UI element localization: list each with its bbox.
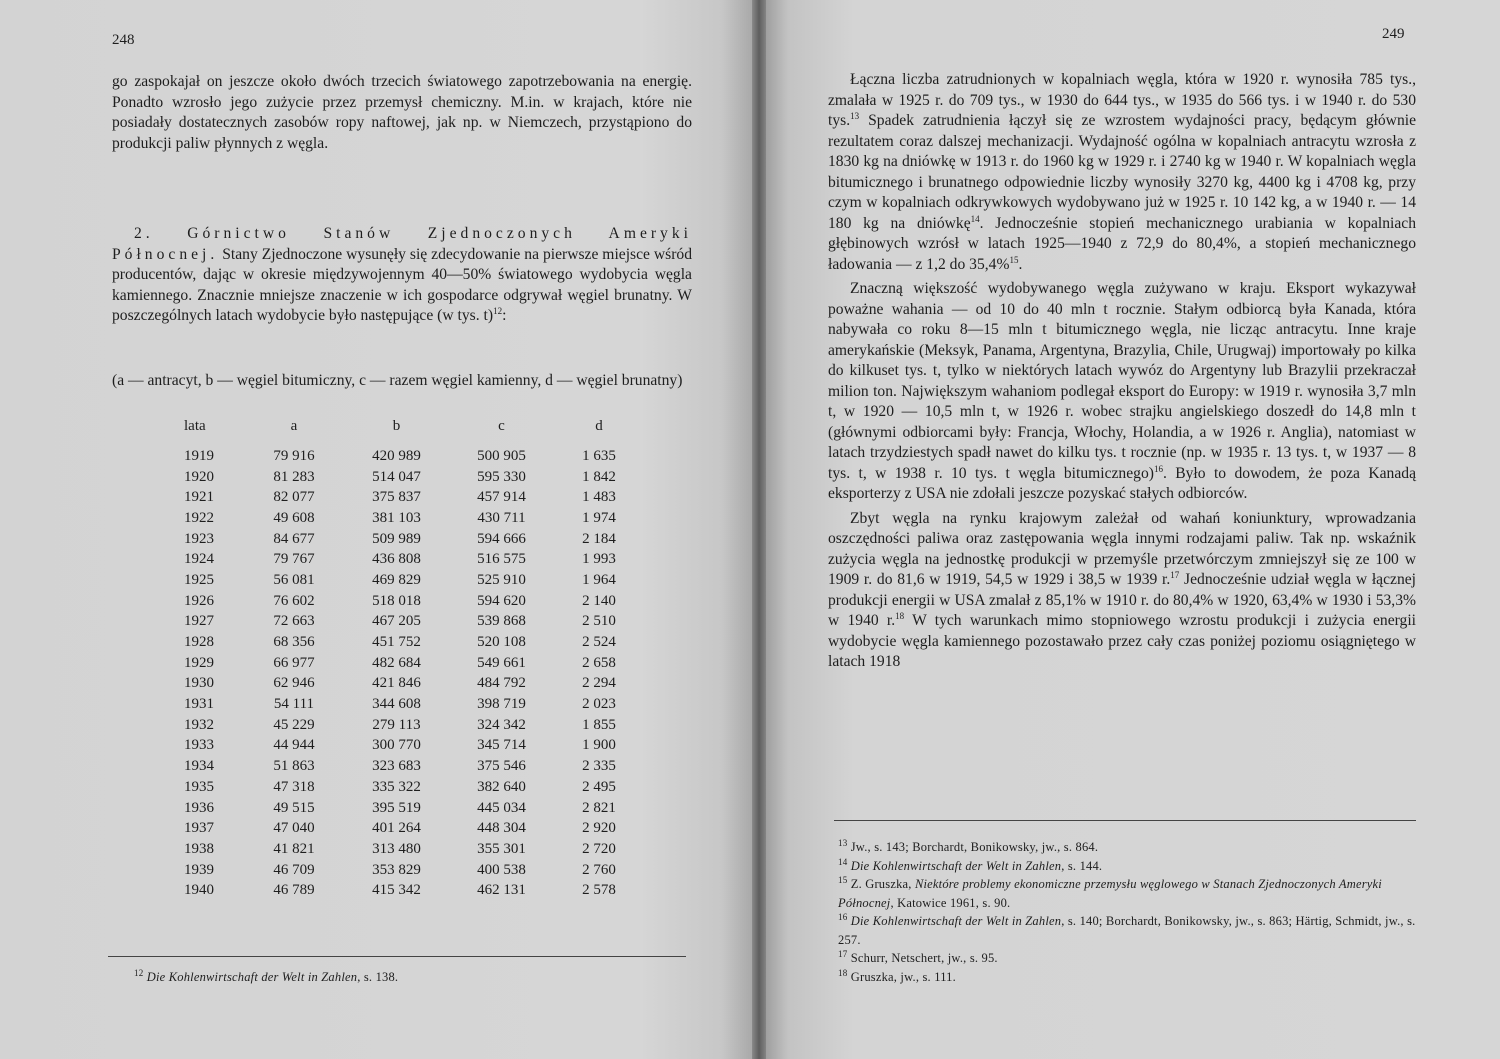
cell-year: 1939 xyxy=(184,861,214,878)
cell-d: 1 974 xyxy=(582,509,616,526)
cell-c: 549 661 xyxy=(477,654,526,671)
book-gutter xyxy=(752,0,766,1059)
cell-b: 467 205 xyxy=(372,613,421,630)
right-body xyxy=(828,70,1416,673)
cell-year: 1928 xyxy=(184,634,214,651)
cell-a: 45 229 xyxy=(273,716,315,733)
cell-d: 1 993 xyxy=(582,551,616,568)
cell-d: 2 920 xyxy=(582,820,616,837)
col-header-d: d xyxy=(595,418,603,434)
cell-c: 448 304 xyxy=(477,820,526,837)
cell-b: 514 047 xyxy=(372,468,421,485)
cell-b: 415 342 xyxy=(372,882,421,899)
cell-a: 62 946 xyxy=(273,675,315,692)
cell-c: 484 792 xyxy=(477,675,526,692)
cell-d: 2 294 xyxy=(582,675,616,692)
cell-year: 1937 xyxy=(184,820,214,837)
col-header-b: b xyxy=(392,418,401,434)
cell-a: 44 944 xyxy=(273,737,315,754)
cell-c: 400 538 xyxy=(477,861,526,878)
cell-a: 49 608 xyxy=(273,509,315,526)
table-row xyxy=(172,694,649,715)
footnote-14: $^{14}$ Die Kohlenwirtschaft der Welt in Zahlen, s. 144. xyxy=(838,856,1103,873)
table-row xyxy=(172,674,649,695)
cell-c: 594 666 xyxy=(477,530,526,547)
cell-b: 381 103 xyxy=(372,509,421,526)
section-text-2: światowego wydobycia węgla kamiennego. Znacznie mniejsze znaczenie w ich gospodarce odgrywał węgiel brunatny. W poszczególnych latach wydobycie było następujące (w tys. t) xyxy=(112,266,692,324)
cell-b: 395 519 xyxy=(372,799,421,816)
table-header-row xyxy=(172,418,649,446)
paragraph-employment: Łączna liczba zatrudnionych w kopalniach węgla, która w 1920 r. wynosiła 785 tys., zmalała w 1925 r. do 709 tys., w 1930 do 644 tys., w 1935 do 566 tys. i w 1940 r. do 530 tys.$^{13}$ Spadek zatrudnienia łączył się ze wzrostem wydajności pracy, będącym głównie rezultatem coraz dalszej mechanizacji. Wydajność ogólna w kopalniach antracytu wzrosła z 1830 kg na dniówkę w 1913 r. do 1960 kg w 1929 r. i 2740 kg w 1940 r. W kopalniach węgla bitumicznego i brunatnego odpowiednie liczby wynosiły 3270 kg, 4400 kg i 4708 kg, przy czym w kopalniach odkrywkowych wydobywano już w 1925 r. 10 142 kg, a w 1940 r. — 14 180 kg na dniówkę$^{14}$. Jednocześnie stopień mechanicznego urabiania w kopalniach głębinowych wzrósł w latach 1925—1940 z 72,9 do 80,4%, a stopień mechanicznego ładowania — z 1,2 do 35,4%$^{15}$. xyxy=(828,71,1416,273)
cell-c: 445 034 xyxy=(477,799,526,816)
page-number-right: 249 xyxy=(1382,26,1405,42)
table-row xyxy=(172,880,649,901)
table-row xyxy=(172,467,649,488)
coal-production-table xyxy=(172,418,649,901)
cell-d: 2 821 xyxy=(582,799,616,816)
col-header-years: lata xyxy=(184,418,206,434)
cell-c: 430 711 xyxy=(477,509,526,526)
footnote-12: $^{12}$ Die Kohlenwirtschaft der Welt in Zahlen, s. 138. xyxy=(134,967,399,984)
table-row xyxy=(172,591,649,612)
footnote-13: $^{13}$ Jw., s. 143; Borchardt, Bonikowsky, jw., s. 864. xyxy=(838,837,1099,854)
cell-a: 41 821 xyxy=(273,840,315,857)
cell-b: 509 989 xyxy=(372,530,421,547)
section-heading: 2. Górnictwo Stanów Zjednoczonych Ameryki Północnej. xyxy=(112,225,692,263)
cell-a: 79 916 xyxy=(273,447,315,464)
table-row xyxy=(172,612,649,633)
cell-a: 76 602 xyxy=(273,592,315,609)
cell-b: 323 683 xyxy=(372,758,421,775)
cell-a: 68 356 xyxy=(273,634,315,651)
cell-year: 1940 xyxy=(184,882,214,899)
cell-d: 2 140 xyxy=(582,592,616,609)
cell-d: 2 510 xyxy=(582,613,616,630)
cell-year: 1919 xyxy=(184,447,214,464)
cell-b: 482 684 xyxy=(372,654,421,671)
paragraph-export: Znaczną większość wydobywanego węgla zużywano w kraju. Eksport wykazywał poważne wahania — od 10 do 40 mln t rocznie. Stałym odbiorcą była Kanada, która nabywała co roku 8—15 mln t bitumicznego węgla, nie licząc antracytu. Inne kraje amerykańskie (Meksyk, Panama, Argentyna, Brazylia, Chile, Urugwaj) importowały po kilka do kilkuset tys. t, tylko w niektórych latach wywóz do Argentyny lub Brazylii przekraczał milion ton. Największym wahaniom podlegał eksport do Europy: w 1919 r. wynosiła 3,7 mln t, w 1920 — 10,5 mln t, w 1926 r. wobec strajku angielskiego doszedł do 14,8 mln t (głównymi odbiorcami były: Francja, Włochy, Holandia, a w 1926 r. Anglia), natomiast w latach trzydziestych spadł nawet do kilku tys. t rocznie (np. w 1935 r. 13 tys. t, w 1937 — 8 tys. t, w 1938 r. 10 tys. t węgla bitumicznego)$^{16}$. Było to dowodem, że poza Kanadą eksporterzy z USA nie zdołali jeszcze pozyskać stałych odbiorców. xyxy=(828,280,1416,502)
table-row xyxy=(172,839,649,860)
cell-b: 401 264 xyxy=(372,820,421,837)
cell-d: 2 524 xyxy=(582,634,616,651)
table-row xyxy=(172,632,649,653)
cell-b: 420 989 xyxy=(372,447,421,464)
table-row xyxy=(172,798,649,819)
cell-b: 375 837 xyxy=(372,489,421,506)
cell-a: 84 677 xyxy=(273,530,315,547)
table-row xyxy=(172,529,649,550)
cell-c: 324 342 xyxy=(477,716,526,733)
footnote-16: $^{16}$ Die Kohlenwirtschaft der Welt in Zahlen, s. 140; Borchardt, Bonikowsky, jw., s. 863; Härtig, Schmidt, jw., s. 257. xyxy=(838,911,1416,947)
cell-year: 1933 xyxy=(184,737,214,754)
cell-a: 54 111 xyxy=(273,696,315,713)
cell-a: 81 283 xyxy=(273,468,315,485)
cell-a: 47 318 xyxy=(273,778,315,795)
table-row xyxy=(172,487,649,508)
cell-year: 1930 xyxy=(184,675,214,692)
footnote-15: $^{15}$ Z. Gruszka, Niektóre problemy ekonomiczne przemysłu węglowego w Stanach Zjednoczonych Ameryki Północnej, Katowice 1961, s. 90. xyxy=(838,874,1382,910)
col-header-c: c xyxy=(498,418,505,434)
cell-d: 2 023 xyxy=(582,696,616,713)
page-number-left: 248 xyxy=(112,32,135,48)
cell-year: 1921 xyxy=(184,489,214,506)
cell-year: 1920 xyxy=(184,468,214,485)
cell-d: 2 658 xyxy=(582,654,616,671)
cell-c: 595 330 xyxy=(477,468,526,485)
footnote-18: $^{18}$ Gruszka, jw., s. 111. xyxy=(838,967,956,984)
table-row xyxy=(172,715,649,736)
cell-year: 1929 xyxy=(184,654,214,671)
cell-b: 335 322 xyxy=(372,778,421,795)
footnote-rule-right xyxy=(834,820,1416,821)
cell-d: 1 855 xyxy=(582,716,616,733)
cell-b: 300 770 xyxy=(372,737,421,754)
cell-year: 1932 xyxy=(184,716,214,733)
cell-c: 375 546 xyxy=(477,758,526,775)
table-row xyxy=(172,756,649,777)
cell-year: 1925 xyxy=(184,571,214,588)
cell-d: 2 495 xyxy=(582,778,616,795)
cell-b: 353 829 xyxy=(372,861,421,878)
table-row xyxy=(172,860,649,881)
table-row xyxy=(172,446,649,467)
cell-a: 56 081 xyxy=(273,571,315,588)
cell-year: 1922 xyxy=(184,509,214,526)
col-header-a: a xyxy=(290,418,298,434)
cell-year: 1926 xyxy=(184,592,214,609)
footnote-ref-12: 12 xyxy=(493,305,503,316)
cell-c: 520 108 xyxy=(477,634,526,651)
paragraph-domestic-market: Zbyt węgla na rynku krajowym zależał od wahań koniunktury, wprowadzania oszczędności paliwa oraz zastępowania węgla innymi rodzajami paliw. Tak np. wskaźnik zużycia węgla na jednostkę produkcji w przemyśle przetwórczym zmniejszył się ze 100 w 1909 r. do 81,6 w 1919, 54,5 w 1929 i 38,5 w 1939 r.$^{17}$ Jednocześnie udział węgla w łącznej produkcji energii w USA zmalał z 85,1% w 1910 r. do 80,4% w 1920, 63,4% w 1930 i 53,3% w 1940 r.$^{18}$ W tych warunkach mimo stopniowego wzrostu produkcji i zużycia energii wydobycie węgla kamiennego pozostawało przez cały czas poniżej poziomu osiągniętego w latach 1918 xyxy=(828,509,1416,670)
cell-a: 46 789 xyxy=(273,882,315,899)
cell-a: 46 709 xyxy=(273,861,315,878)
cell-b: 344 608 xyxy=(372,696,421,713)
cell-year: 1924 xyxy=(184,551,214,568)
cell-b: 451 752 xyxy=(372,634,421,651)
table-legend: (a — antracyt, b — węgiel bitumiczny, c — razem węgiel kamienny, d — węgiel brunatny) xyxy=(112,372,683,389)
cell-d: 2 184 xyxy=(582,530,616,547)
cell-c: 457 914 xyxy=(477,489,526,506)
cell-a: 72 663 xyxy=(273,613,315,630)
cell-b: 421 846 xyxy=(372,675,421,692)
section-paragraph: 2. Górnictwo Stanów Zjednoczonych Ameryki Północnej. Stany Zjednoczone wysunęły się zdecydowanie na pierwsze miejsce wśród producentów, dając w okresie międzywojennym 40—50% światowego wydobycia węgla kamiennego. Znacznie mniejsze znaczenie w ich gospodarce odgrywał węgiel brunatny. W poszczególnych latach wydobycie było następujące (w tys. t)$^{12}$: xyxy=(112,225,692,324)
cell-c: 539 868 xyxy=(477,613,526,630)
cell-a: 66 977 xyxy=(273,654,315,671)
cell-b: 436 808 xyxy=(372,551,421,568)
cell-year: 1935 xyxy=(184,778,214,795)
table-row xyxy=(172,777,649,798)
cell-c: 500 905 xyxy=(477,447,526,464)
cell-d: 1 635 xyxy=(582,447,616,464)
table-row xyxy=(172,736,649,757)
cell-a: 82 077 xyxy=(273,489,315,506)
cell-a: 79 767 xyxy=(273,551,315,568)
cell-d: 1 483 xyxy=(582,489,616,506)
footnote-17: $^{17}$ Schurr, Netschert, jw., s. 95. xyxy=(838,948,998,965)
cell-c: 462 131 xyxy=(477,882,526,899)
cell-d: 1 900 xyxy=(582,737,616,754)
cell-year: 1923 xyxy=(184,530,214,547)
cell-c: 516 575 xyxy=(477,551,526,568)
cell-year: 1936 xyxy=(184,799,214,816)
cell-d: 1 842 xyxy=(582,468,616,485)
footnotes-right xyxy=(838,838,1418,986)
section-text: Stany Zjednoczone wysunęły się zdecydowanie na pierwsze miejsce wśród producentów, dając w okresie międzywojennym 40—50% xyxy=(112,245,692,283)
intro-paragraph: go zaspokajał on jeszcze około dwóch trzecich światowego zapotrzebowania na energię. Ponadto wzrosło jego zużycie przez przemysł chemiczny. M.in. w krajach, które nie posiadały dostatecznych zasobów ropy naftowej, jak np. w Niemczech, przystąpiono do produkcji paliw płynnych z węgla. xyxy=(112,73,692,152)
cell-c: 345 714 xyxy=(477,737,526,754)
cell-year: 1934 xyxy=(184,758,214,775)
cell-year: 1927 xyxy=(184,613,214,630)
cell-b: 279 113 xyxy=(372,716,421,733)
table-row xyxy=(172,549,649,570)
cell-b: 313 480 xyxy=(372,840,421,857)
cell-year: 1938 xyxy=(184,840,214,857)
table-row xyxy=(172,653,649,674)
cell-year: 1931 xyxy=(184,696,214,713)
footnote-rule-left xyxy=(108,956,686,957)
cell-a: 47 040 xyxy=(273,820,315,837)
cell-c: 355 301 xyxy=(477,840,526,857)
cell-c: 525 910 xyxy=(477,571,526,588)
table-row xyxy=(172,508,649,529)
cell-a: 51 863 xyxy=(273,758,315,775)
cell-b: 469 829 xyxy=(372,571,421,588)
cell-a: 49 515 xyxy=(273,799,315,816)
table-row xyxy=(172,570,649,591)
cell-c: 382 640 xyxy=(477,778,526,795)
cell-d: 2 578 xyxy=(582,882,616,899)
cell-c: 398 719 xyxy=(477,696,526,713)
cell-d: 2 720 xyxy=(582,840,616,857)
cell-d: 1 964 xyxy=(582,571,616,588)
right-page xyxy=(766,0,1500,1059)
cell-d: 2 335 xyxy=(582,758,616,775)
cell-b: 518 018 xyxy=(372,592,421,609)
cell-c: 594 620 xyxy=(477,592,526,609)
table-row xyxy=(172,818,649,839)
cell-d: 2 760 xyxy=(582,861,616,878)
